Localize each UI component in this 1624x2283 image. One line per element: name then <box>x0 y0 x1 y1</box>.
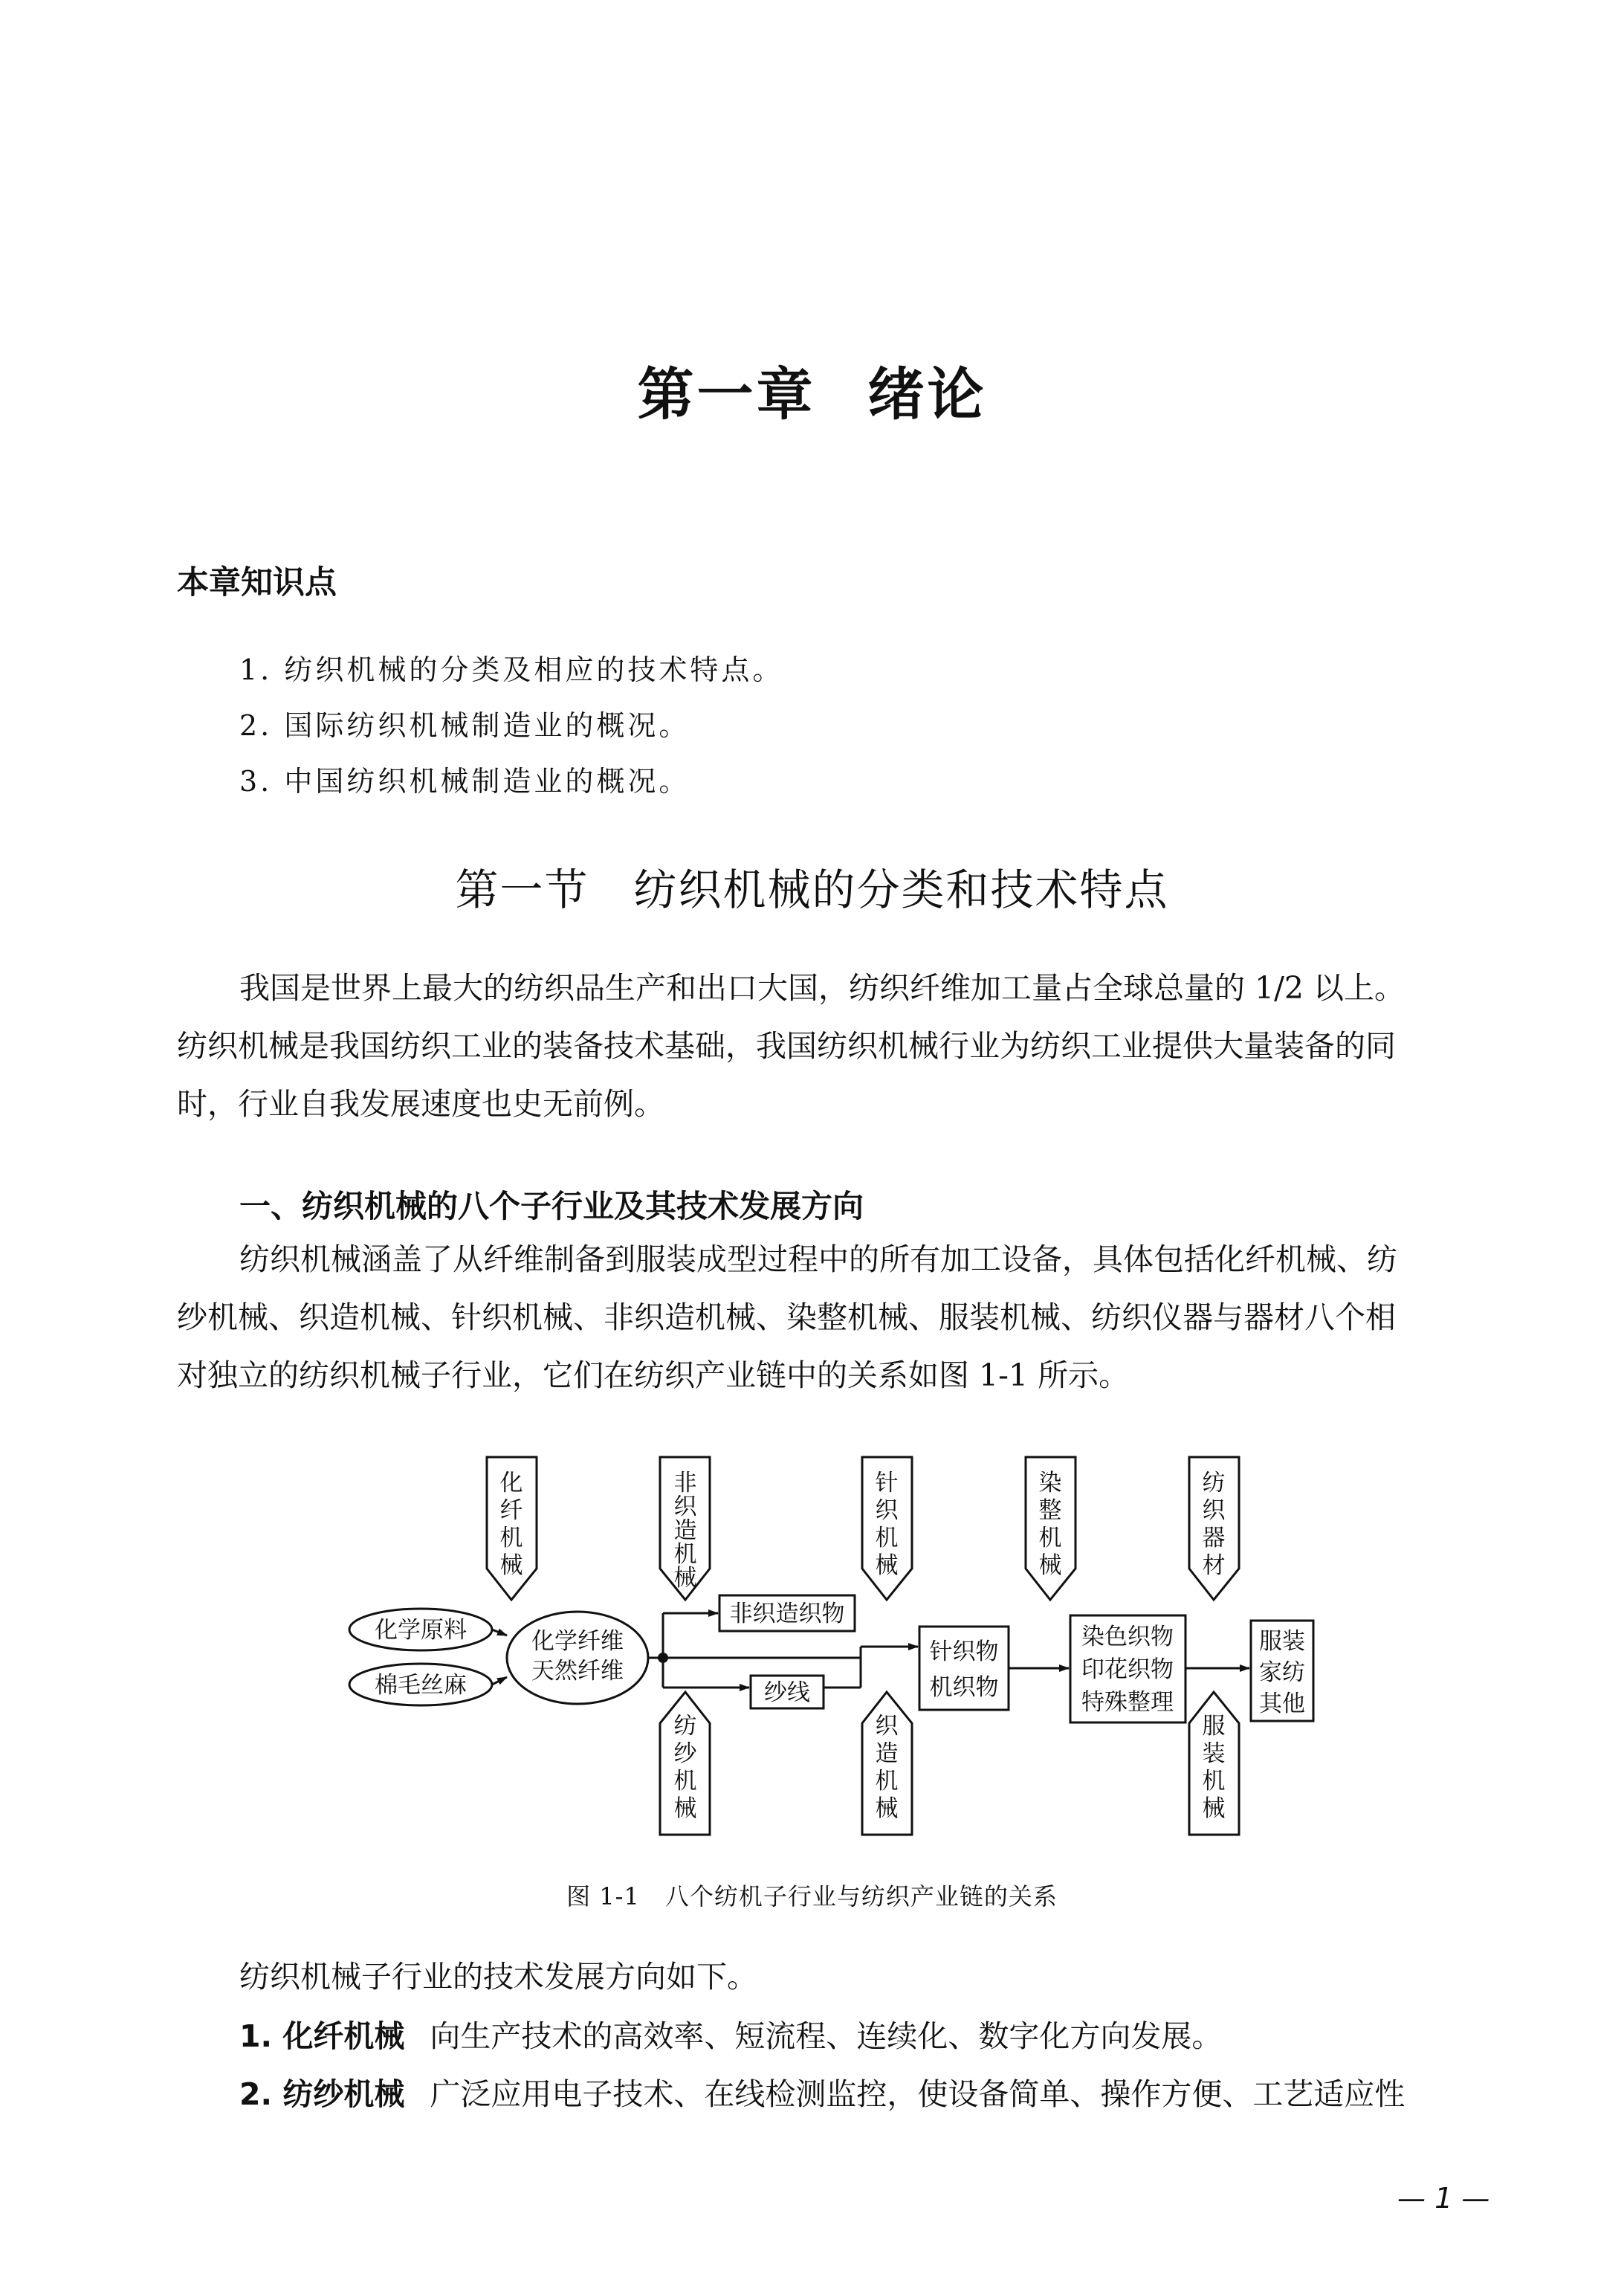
machine-label-bottom: 纱 <box>673 1740 697 1767</box>
yarn-label: 纱线 <box>764 1679 810 1706</box>
end-product-label: 服装 <box>1259 1628 1305 1655</box>
section-number: 第一节 <box>455 865 589 915</box>
machine-label-top: 械 <box>1038 1552 1062 1579</box>
dyed-fabric-label: 特殊整理 <box>1081 1689 1174 1716</box>
machine-label-bottom: 服 <box>1202 1713 1226 1740</box>
machine-label-top: 器 <box>1202 1525 1226 1551</box>
section-title <box>0 855 1624 917</box>
subsection-title: 一、纺织机械的八个子行业及其技术发展方向 <box>239 1188 864 1224</box>
machine-label-top: 纺 <box>1202 1470 1226 1496</box>
dyed-fabric-label: 染色织物 <box>1081 1624 1174 1650</box>
machine-label-bottom: 械 <box>1202 1795 1226 1822</box>
page-number: — 1 — <box>1397 2182 1490 2215</box>
machine-label-top: 造 <box>673 1517 697 1544</box>
machine-label-top: 织 <box>875 1497 899 1524</box>
machine-label-bottom: 械 <box>673 1795 697 1822</box>
paragraph-line: 纺织机械是我国纺织工业的装备技术基础，我国纺织机械行业为纺织工业提供大量装备的同 <box>177 1028 1396 1064</box>
knowledge-title: 本章知识点 <box>177 564 337 601</box>
list-item-label: 2. 纺纱机械 <box>239 2076 405 2112</box>
list-intro <box>177 1948 1507 2006</box>
paragraph-line: 纱机械、织造机械、针织机械、非织造机械、染整机械、服装机械、纺织仪器与器材八个相 <box>177 1299 1396 1335</box>
machine-label-bottom: 械 <box>875 1795 899 1822</box>
list-item-text: 广泛应用电子技术、在线检测监控，使设备简单、操作方便、工艺适应性 <box>430 2076 1405 2112</box>
fiber-label: 化学纤维 <box>531 1628 624 1655</box>
paragraph-line: 纺织机械子行业的技术发展方向如下。 <box>239 1959 757 1995</box>
machine-label-top: 机 <box>875 1525 899 1551</box>
fiber-label: 天然纤维 <box>531 1658 624 1685</box>
fabric-label: 机织物 <box>929 1674 999 1701</box>
end-product-label: 家纺 <box>1259 1659 1305 1686</box>
machine-label-top: 织 <box>1202 1497 1226 1524</box>
nonwoven-label: 非织造织物 <box>729 1601 845 1627</box>
knowledge-item: 1. 纺织机械的分类及相应的技术特点。 <box>239 653 784 686</box>
paragraph-line: 对独立的纺织机械子行业，它们在纺织产业链中的关系如图 1-1 所示。 <box>177 1357 1130 1393</box>
raw-material-label: 棉毛丝麻 <box>375 1672 467 1699</box>
fabric-label: 针织物 <box>929 1638 999 1665</box>
paragraph-line: 时，行业自我发展速度也史无前例。 <box>177 1086 664 1122</box>
machine-label-top: 机 <box>673 1541 697 1568</box>
machine-label-bottom: 机 <box>875 1768 899 1795</box>
dyed-fabric-label: 印花织物 <box>1081 1656 1174 1683</box>
machine-label-bottom: 造 <box>875 1740 899 1767</box>
machine-label-bottom: 装 <box>1202 1740 1226 1767</box>
intro-paragraph <box>177 959 1507 1133</box>
chapter-name: 绪论 <box>867 361 987 427</box>
raw-material-label: 化学原料 <box>375 1617 467 1644</box>
machine-label-top: 染 <box>1038 1470 1062 1496</box>
machine-label-top: 机 <box>1038 1525 1062 1551</box>
end-product-label: 其他 <box>1259 1691 1305 1717</box>
knowledge-item: 2. 国际纺织机械制造业的概况。 <box>239 709 690 742</box>
figure-caption <box>0 1878 1624 1912</box>
list-item-label: 1. 化纤机械 <box>239 2018 405 2054</box>
section-name: 纺织机械的分类和技术特点 <box>633 865 1169 915</box>
knowledge-item: 3. 中国纺织机械制造业的概况。 <box>239 765 690 798</box>
machine-label-top: 械 <box>673 1565 697 1592</box>
machine-label-top: 整 <box>1038 1497 1062 1524</box>
machine-label-bottom: 织 <box>875 1713 899 1740</box>
list-item <box>239 2012 1222 2056</box>
list-item-text: 向生产技术的高效率、短流程、连续化、数字化方向发展。 <box>430 2018 1223 2054</box>
paragraph-line: 我国是世界上最大的纺织品生产和出口大国，纺织纤维加工量占全球总量的 1/2 以上。 <box>239 970 1405 1006</box>
machine-label-top: 织 <box>673 1494 697 1520</box>
machine-label-top: 械 <box>499 1552 523 1579</box>
machine-label-top: 针 <box>875 1470 899 1496</box>
caption-number: 图 1-1 <box>566 1882 640 1911</box>
machine-label-top: 材 <box>1202 1552 1226 1579</box>
machine-label-top: 械 <box>875 1552 899 1579</box>
machine-label-top: 非 <box>673 1470 697 1496</box>
machine-label-top: 机 <box>499 1525 523 1551</box>
chapter-title <box>0 349 1624 430</box>
machine-label-top: 化 <box>499 1470 523 1496</box>
machine-label-bottom: 纺 <box>673 1713 697 1740</box>
paragraph-line: 纺织机械涵盖了从纤维制备到服装成型过程中的所有加工设备，具体包括化纤机械、纺 <box>239 1241 1397 1277</box>
machine-label-bottom: 机 <box>673 1768 697 1795</box>
machine-label-top: 纤 <box>499 1497 523 1524</box>
junction-dot <box>658 1653 668 1663</box>
figure-diagram <box>0 1442 1624 1859</box>
machine-label-bottom: 机 <box>1202 1768 1226 1795</box>
caption-text: 八个纺机子行业与纺织产业链的关系 <box>664 1882 1058 1911</box>
list-item <box>239 2070 1405 2114</box>
subsection-paragraph <box>177 1230 1507 1404</box>
chapter-number: 第一章 <box>637 361 816 427</box>
